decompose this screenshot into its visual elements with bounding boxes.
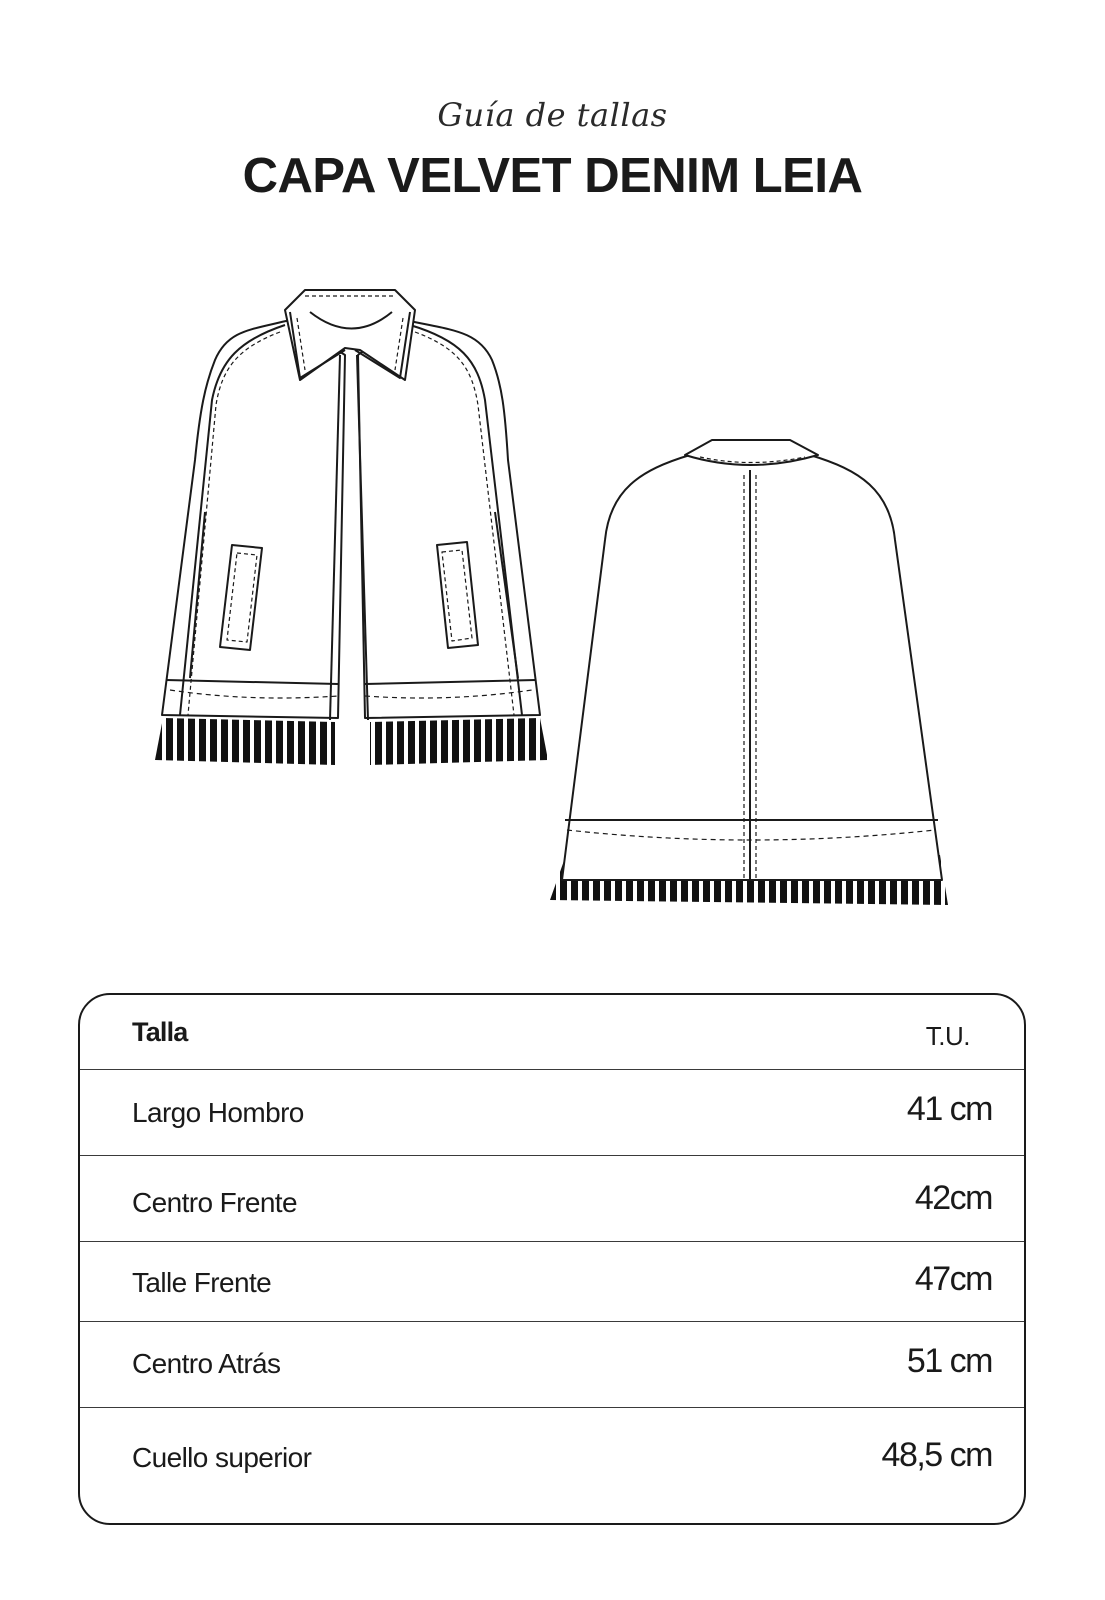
size-header-value: T.U. [925,1021,970,1051]
row-value: 48,5 cm [881,1436,992,1474]
table-row [80,1408,1024,1525]
row-label: Largo Hombro [132,1097,304,1128]
table-row [80,1156,1024,1242]
size-table [78,993,1026,1525]
cape-front-illustration [155,290,548,765]
size-header-label: Talla [132,1017,188,1047]
row-value: 51 cm [906,1342,992,1380]
table-row [80,1070,1024,1156]
row-label: Cuello superior [132,1442,312,1473]
page-subtitle: Guía de tallas [437,96,668,134]
table-row [80,1322,1024,1408]
row-label: Centro Frente [132,1187,297,1218]
size-table-header [80,995,1024,1070]
table-row [80,1242,1024,1322]
cape-back-illustration [550,440,948,905]
row-value: 42cm [914,1179,992,1217]
row-value: 41 cm [906,1090,992,1128]
page-title: CAPA VELVET DENIM LEIA [242,149,863,203]
row-value: 47cm [914,1260,992,1298]
row-label: Talle Frente [132,1267,272,1298]
row-label: Centro Atrás [132,1348,281,1379]
